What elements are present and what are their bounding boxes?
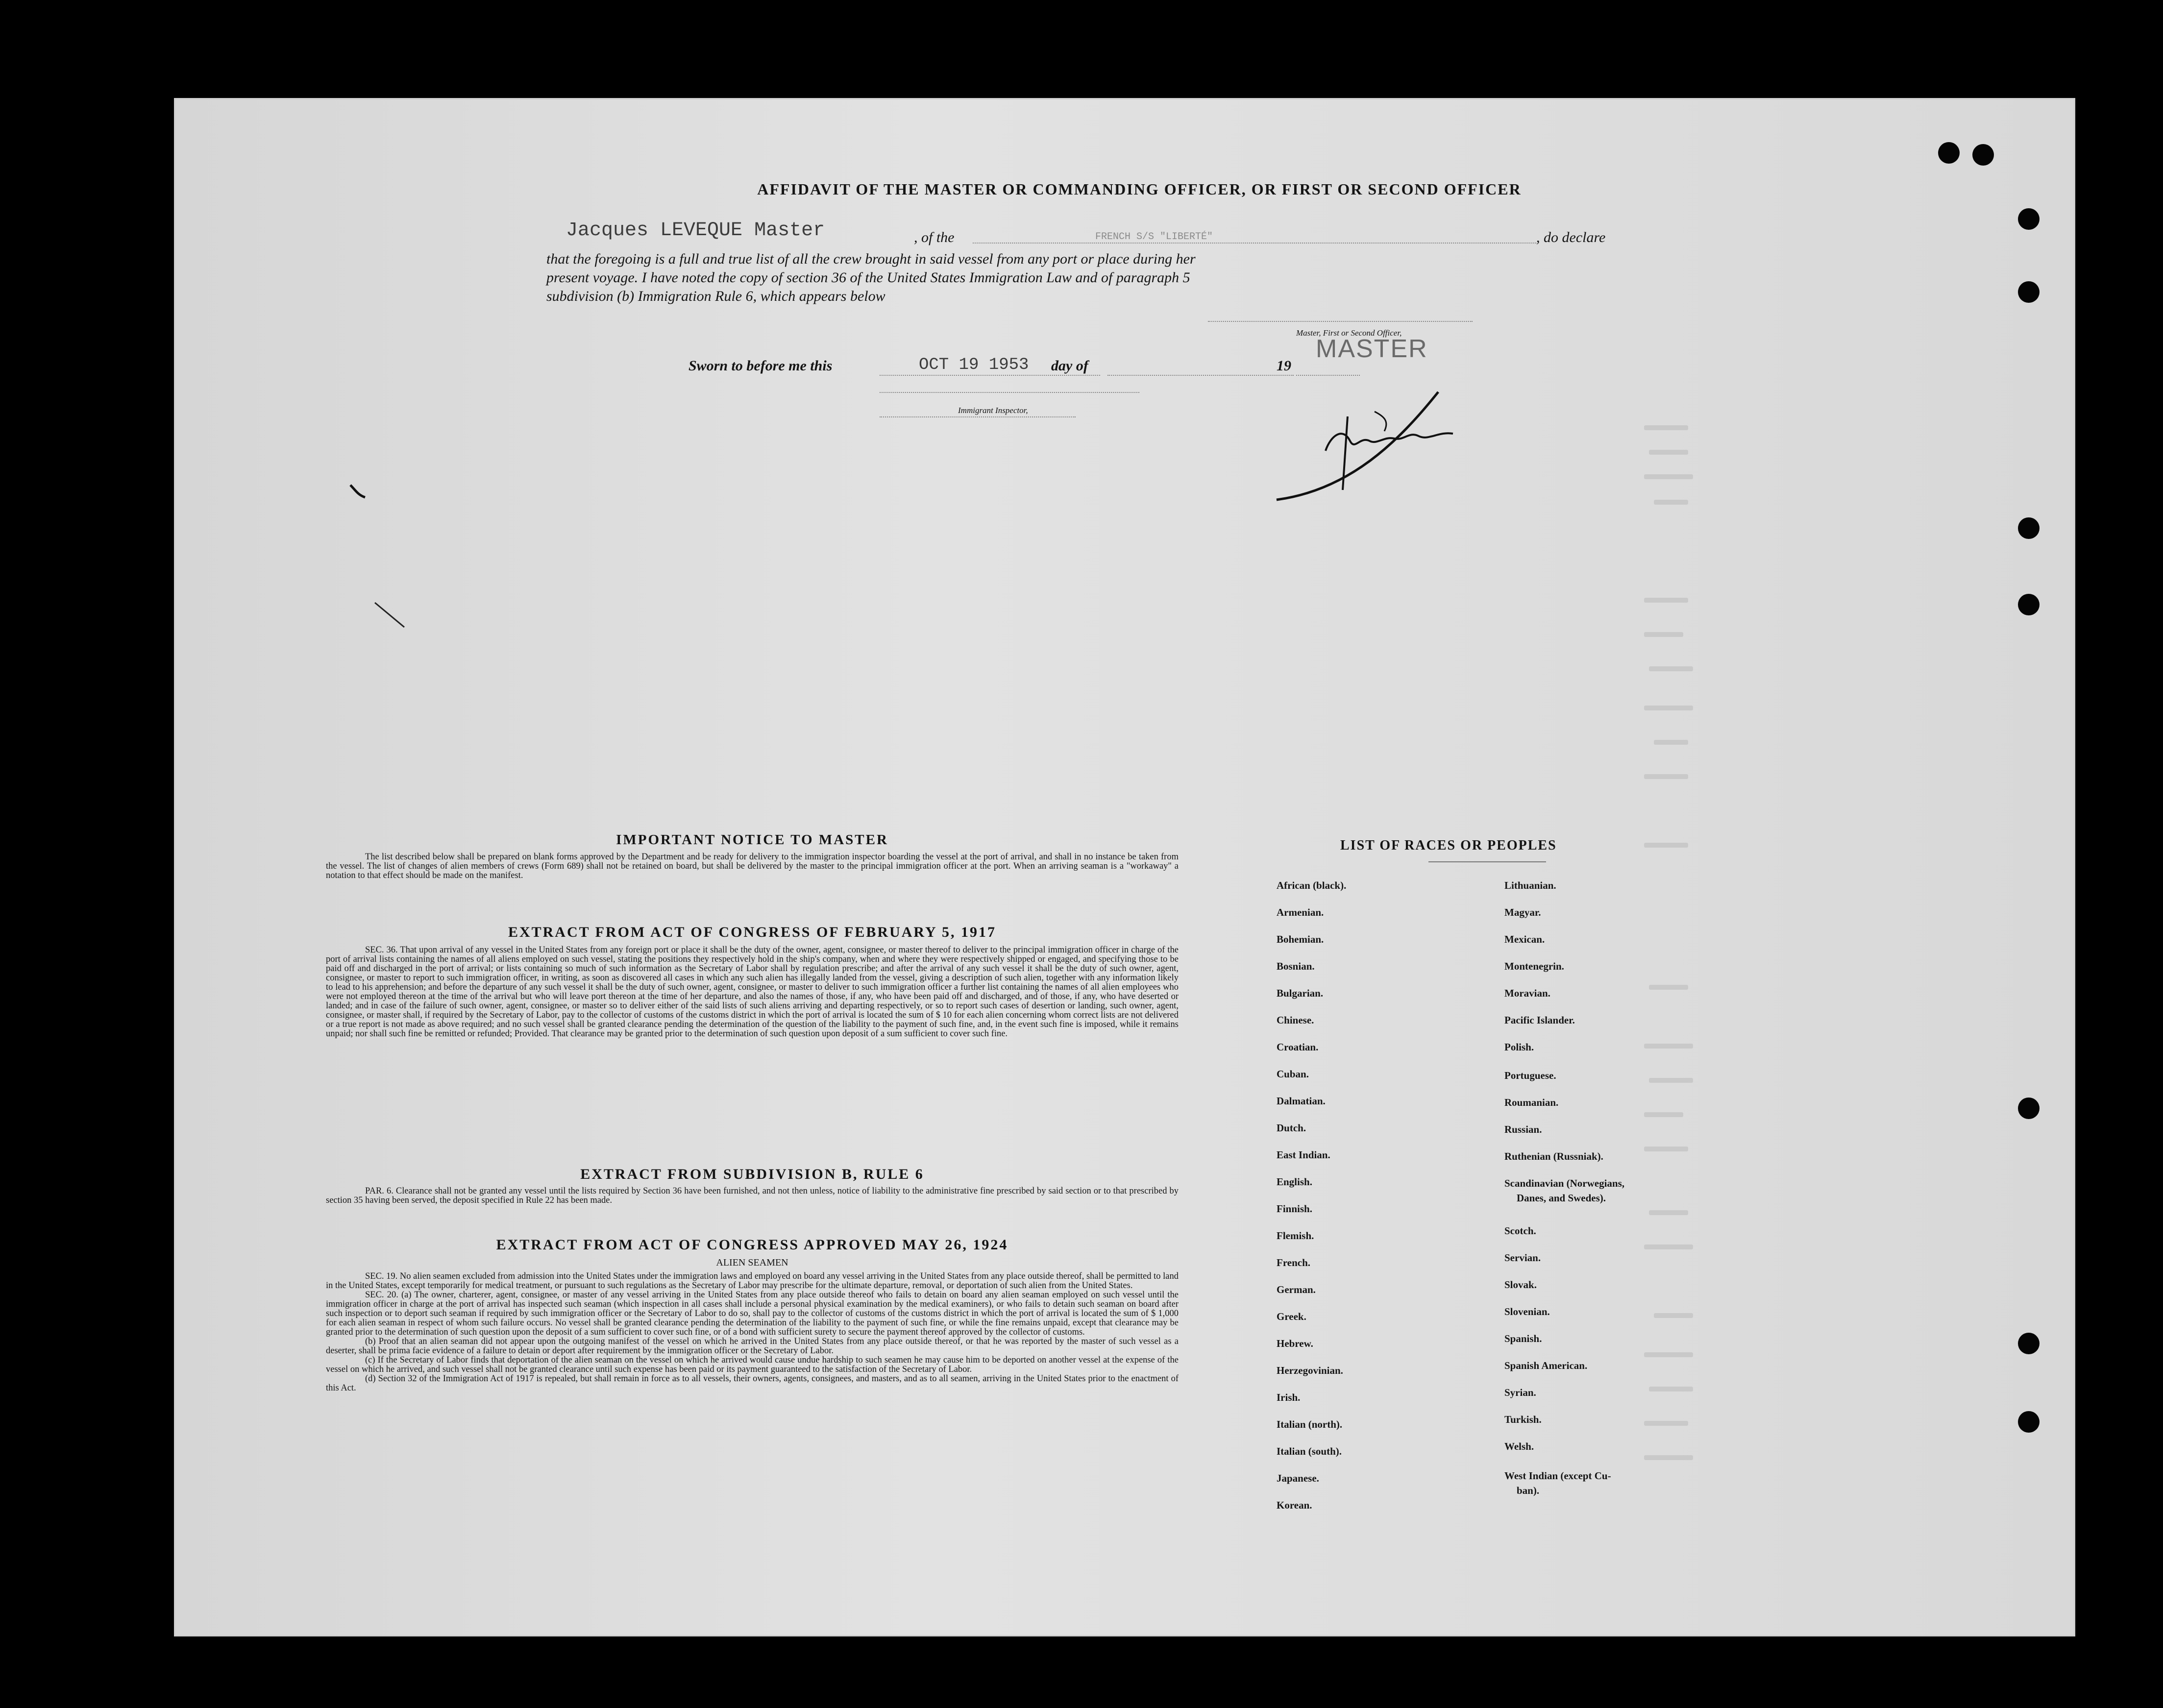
extract-rule6-title: EXTRACT FROM SUBDIVISION B, RULE 6 bbox=[580, 1166, 924, 1182]
race-item: Slovenian. bbox=[1504, 1306, 1550, 1318]
race-item: African (black). bbox=[1277, 879, 1347, 891]
race-item: Lithuanian. bbox=[1504, 879, 1556, 891]
extract-1917-body: SEC. 36. That upon arrival of any vessel in the United States from any foreign port or place it shall be the duty of the owner, agent, consignee, or master thereof to deliver to the principal immigration officer in charge of the port of arrival lists containing the names of all aliens employed on such vessel, stating the positions they respectively hold in the ship's company, when and where they were respectively shipped or engaged, and specifying those to be paid off and discharged in the port of arrival; or lists containing so much of such information as the Secretary of Labor shall by regulation prescribe; and after the arrival of any such vessel it shall be the duty of such owner, agent, consignee, or master to report to such immigration officer, in writing, as soon as discovered all cases in which any such alien has illegally landed from the vessel, giving a description of such alien, together with any information likely to lead to his apprehension; and before the departure of any such vessel it shall be the duty of such owner, agent, consignee, or master to deliver to such immigration officer a further list containing the names of all alien employees who were not employed thereon at the time of the arrival but who will leave port thereon at the time of her departure, and also the names of those, if any, who have been paid off and discharged, and of those, if any, who have deserted or landed; and in case of the failure of such owner, agent, consignee, or master so to deliver either of the said lists of such aliens arriving and departing respectively, or so to report such cases of desertion or landing, such owner, agent, consignee, or master shall, if required by the Secretary of Labor, pay to the collector of customs of the customs district in which the port of arrival is located the sum of $ 10 for each alien concerning whom correct lists are not delivered or a true report is not made as above required; and no such vessel shall be granted clearance pending the determination of the question of the liability to the payment of such fine, and, in the event such fine is imposed, while it remains unpaid; nor shall such fine be remitted or refunded; Provided. That clearance may be granted prior to the determination of such question upon deposit of a sum sufficient to cover such fine. bbox=[326, 945, 1179, 1039]
vessel-stamp: FRENCH S/S "LIBERTÉ" bbox=[1095, 231, 1213, 243]
extract-1924-body bbox=[326, 1272, 1179, 1393]
race-item: Japanese. bbox=[1277, 1472, 1319, 1484]
race-item: Italian (north). bbox=[1277, 1418, 1343, 1430]
race-item: Russian. bbox=[1504, 1123, 1542, 1135]
race-item: Italian (south). bbox=[1277, 1445, 1342, 1457]
race-item: Bosnian. bbox=[1277, 960, 1315, 972]
race-item: Spanish American. bbox=[1504, 1360, 1588, 1371]
bleed-mark bbox=[1644, 1112, 1683, 1117]
race-item: Danes, and Swedes). bbox=[1517, 1192, 1606, 1204]
do-declare-text: , do declare bbox=[1536, 229, 1606, 245]
punch-hole bbox=[2018, 281, 2040, 303]
bleed-mark bbox=[1644, 774, 1688, 779]
declaration-line-2: present voyage. I have noted the copy of section 36 of the United States Immigration Law and of paragraph 5 bbox=[546, 269, 1190, 286]
declaration-line-1: that the foregoing is a full and true list of all the crew brought in said vessel from any port or place during her bbox=[546, 251, 1196, 267]
race-item: Spanish. bbox=[1504, 1333, 1542, 1344]
race-item: Armenian. bbox=[1277, 906, 1324, 918]
notice-title: IMPORTANT NOTICE TO MASTER bbox=[616, 832, 888, 848]
document-page bbox=[174, 98, 2075, 1636]
affidavit-title: AFFIDAVIT OF THE MASTER OR COMMANDING OFFICER, OR FIRST OR SECOND OFFICER bbox=[757, 180, 1522, 198]
race-item: Syrian. bbox=[1504, 1387, 1536, 1398]
race-item: Herzegovinian. bbox=[1277, 1365, 1343, 1376]
bleed-mark bbox=[1654, 500, 1688, 505]
declarant-stamp: Jacques LEVEQUE Master bbox=[566, 220, 825, 242]
race-item: Hebrew. bbox=[1277, 1338, 1313, 1349]
officer-stamp: MASTER bbox=[1316, 335, 1428, 363]
day-of-text: day of bbox=[1051, 358, 1088, 374]
extract-1924-title: EXTRACT FROM ACT OF CONGRESS APPROVED MAY 26, 1924 bbox=[496, 1237, 1008, 1253]
race-item: West Indian (except Cu- bbox=[1504, 1470, 1611, 1482]
race-item: French. bbox=[1277, 1257, 1311, 1269]
race-item: Ruthenian (Russniak). bbox=[1504, 1150, 1603, 1162]
punch-hole bbox=[2018, 517, 2040, 539]
bleed-mark bbox=[1649, 450, 1688, 455]
inspector-caption: Immigrant Inspector, bbox=[958, 406, 1028, 415]
bleed-mark bbox=[1644, 1147, 1688, 1151]
punch-hole bbox=[2018, 1333, 2040, 1354]
punch-hole bbox=[2018, 1098, 2040, 1119]
bleed-mark bbox=[1649, 1078, 1693, 1083]
bleed-mark bbox=[1649, 985, 1688, 990]
race-item: Scandinavian (Norwegians, bbox=[1504, 1177, 1625, 1189]
bleed-mark bbox=[1644, 1421, 1688, 1426]
punch-hole bbox=[1972, 144, 1994, 166]
race-item: Welsh. bbox=[1504, 1440, 1534, 1452]
year-text: 19 bbox=[1277, 358, 1291, 374]
officer-caption: Master, First or Second Officer, bbox=[1296, 328, 1402, 338]
sec-19-paragraph: SEC. 19. No alien seamen excluded from admission into the United States under the immigration laws and employed on board any vessel arriving in the United States from any place outside thereof, shall be permitted to land in the United States, except temporarily for medical treatment, or pursuant to such regulations as the Secretary of Labor may prescribe for the ultimate departure, removal, or deportation of such alien from the United States. bbox=[326, 1271, 1179, 1291]
bleed-mark bbox=[1654, 740, 1688, 745]
declaration-line-3: subdivision (b) Immigration Rule 6, which appears below bbox=[546, 288, 885, 304]
race-item: Dutch. bbox=[1277, 1122, 1306, 1134]
date-stamp: OCT 19 1953 bbox=[919, 356, 1029, 374]
race-item: East Indian. bbox=[1277, 1149, 1330, 1161]
alien-seamen-subtitle: ALIEN SEAMEN bbox=[716, 1257, 788, 1268]
race-item: Chinese. bbox=[1277, 1014, 1314, 1026]
sec-20a-paragraph: SEC. 20. (a) The owner, charterer, agent, consignee, or master of any vessel arriving in the United States from any place outside thereof who fails to detain on board any alien seaman employed on such vessel until the immigration officer in charge at the port of arrival has inspected such seaman (which inspection in all cases shall include a personal physical examination by the medical examiners), or who fails to detain such seaman on board after such inspection or to deport such seaman if required by such immigration officer or the Secretary of Labor to do so, shall pay to the collector of customs of the customs district in which the port of arrival is located the sum of $ 1,000 for each alien seaman in respect of whom such failure occurs. No vessel shall be granted clearance pending the determination of the liability to the payment of such fine, or while the fine remains unpaid, except that clearance may be granted prior to the determination of such question upon the deposit of a sum sufficient to cover such fine, or of a bond with sufficient surety to secure the payment thereof approved by the collector of customs. bbox=[326, 1290, 1179, 1337]
notice-body: The list described below shall be prepared on blank forms approved by the Department and be ready for delivery to the immigration inspector boarding the vessel at the port of arrival, and shall in no instance be taken from the vessel. The list of changes of alien members of crews (Form 689) shall not be retained on board, but shall be delivered by the master to the principal immigration officer at the port. When an arriving seaman is a "workaway" a notation to that effect should be made on the manifest. bbox=[326, 852, 1179, 880]
extract-rule6-body: PAR. 6. Clearance shall not be granted any vessel until the lists required by Section 36 have been furnished, and not then unless, notice of liability to the administrative fine prescribed by said section or to that prescribed by section 35 having been served, the deposit specified in Rule 22 has been made. bbox=[326, 1186, 1179, 1205]
race-item: Polish. bbox=[1504, 1041, 1534, 1053]
punch-hole bbox=[2018, 208, 2040, 230]
of-the-text: , of the bbox=[914, 229, 955, 245]
race-item: Servian. bbox=[1504, 1252, 1541, 1264]
bleed-mark bbox=[1644, 706, 1693, 710]
race-item: Scotch. bbox=[1504, 1225, 1536, 1237]
race-item: ban). bbox=[1517, 1485, 1540, 1496]
bleed-mark bbox=[1644, 425, 1688, 430]
race-item: Dalmatian. bbox=[1277, 1095, 1326, 1107]
race-item: German. bbox=[1277, 1284, 1316, 1295]
race-item: Korean. bbox=[1277, 1499, 1312, 1511]
punch-hole bbox=[2018, 1411, 2040, 1433]
race-item: Moravian. bbox=[1504, 987, 1550, 999]
race-item: Montenegrin. bbox=[1504, 960, 1564, 972]
race-item: Greek. bbox=[1277, 1311, 1306, 1322]
race-item: Cuban. bbox=[1277, 1068, 1309, 1080]
bleed-mark bbox=[1644, 1044, 1693, 1049]
bleed-mark bbox=[1649, 1210, 1688, 1215]
bleed-mark bbox=[1644, 632, 1683, 637]
sec-20c-paragraph: (c) If the Secretary of Labor finds that deportation of the alien seaman on the vessel on which he arrived would cause undue hardship to such seamen he may cause him to be deported on another vessel at the expense of the vessel on which he arrived, and such vessel shall not be granted clearance until such expense has been paid or its payment guaranteed to the satisfaction of the Secretary of Labor. bbox=[326, 1355, 1179, 1374]
sec-20d-paragraph: (d) Section 32 of the Immigration Act of 1917 is repealed, but shall remain in force as to all vessels, their owners, agents, consignees, and masters, and as to all seamen, arriving in the United States prior to the enactment of this Act. bbox=[326, 1374, 1179, 1393]
sworn-text: Sworn to before me this bbox=[688, 358, 833, 374]
bleed-mark bbox=[1644, 1455, 1693, 1460]
race-item: English. bbox=[1277, 1176, 1312, 1188]
bleed-mark bbox=[1644, 1244, 1693, 1249]
bleed-mark bbox=[1644, 843, 1688, 848]
race-item: Flemish. bbox=[1277, 1230, 1314, 1242]
bleed-mark bbox=[1649, 1387, 1693, 1391]
race-item: Croatian. bbox=[1277, 1041, 1319, 1053]
race-item: Portuguese. bbox=[1504, 1070, 1556, 1081]
race-item: Magyar. bbox=[1504, 906, 1541, 918]
punch-hole bbox=[2018, 594, 2040, 615]
race-item: Slovak. bbox=[1504, 1279, 1537, 1291]
race-item: Roumanian. bbox=[1504, 1097, 1559, 1108]
bleed-mark bbox=[1649, 666, 1693, 671]
race-item: Turkish. bbox=[1504, 1414, 1542, 1425]
bleed-mark bbox=[1644, 598, 1688, 603]
races-title-underline bbox=[1428, 861, 1546, 862]
race-item: Finnish. bbox=[1277, 1203, 1312, 1215]
race-item: Irish. bbox=[1277, 1391, 1301, 1403]
races-title: LIST OF RACES OR PEOPLES bbox=[1340, 838, 1557, 853]
race-item: Bohemian. bbox=[1277, 933, 1324, 945]
extract-1917-title: EXTRACT FROM ACT OF CONGRESS OF FEBRUARY 5, 1917 bbox=[508, 924, 997, 940]
bleed-mark bbox=[1644, 1352, 1693, 1357]
race-item: Bulgarian. bbox=[1277, 987, 1324, 999]
race-item: Mexican. bbox=[1504, 933, 1545, 945]
sec-20b-paragraph: (b) Proof that an alien seaman did not appear upon the outgoing manifest of the vessel on which he arrived in the United States from any place outside thereof, or that he was reported by the master of such vessel as a deserter, shall be prima facie evidence of a failure to detain or deport after requirement by the immigration officer or the Secretary of Labor. bbox=[326, 1337, 1179, 1356]
bleed-mark bbox=[1654, 1313, 1693, 1318]
race-item: Pacific Islander. bbox=[1504, 1014, 1575, 1026]
punch-hole bbox=[1938, 142, 1960, 164]
bleed-mark bbox=[1644, 474, 1693, 479]
